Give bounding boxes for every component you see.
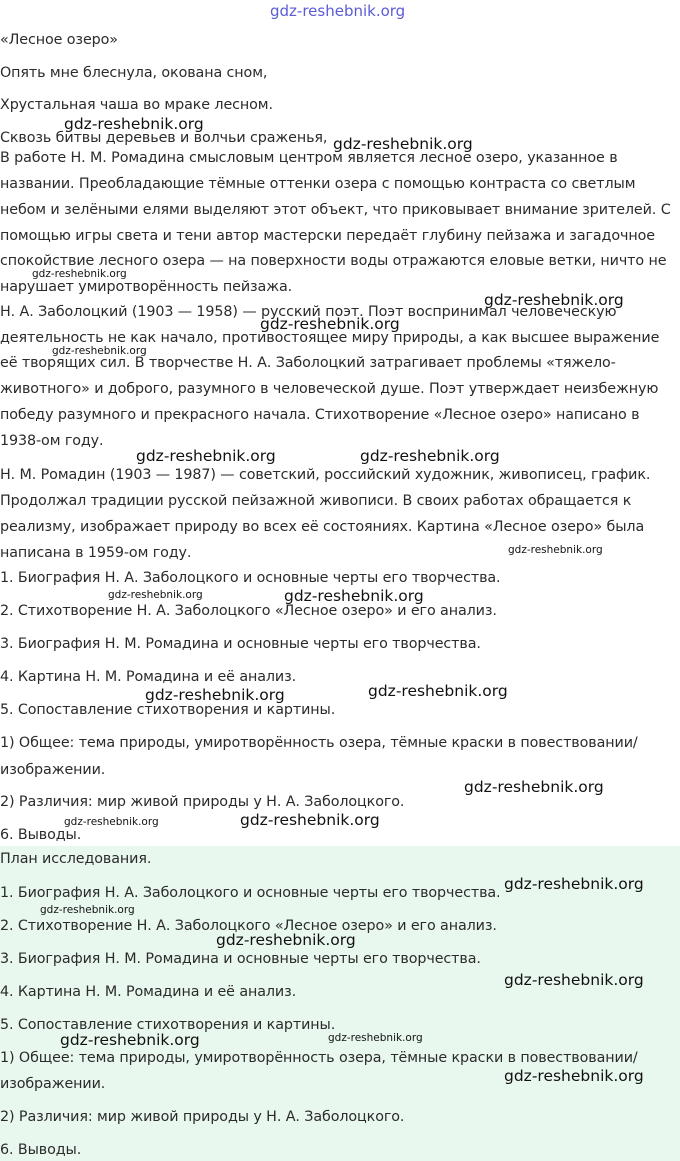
poem-line: Сквозь битвы деревьев и волчьи сраженья,	[0, 130, 328, 146]
plan-item: 3. Биография Н. М. Ромадина и основные черты его творчества.	[0, 636, 481, 652]
poem-line: Хрустальная чаша во мраке лесном.	[0, 97, 273, 113]
plan-item: 3. Биография Н. М. Ромадина и основные черты его творчества.	[0, 951, 481, 967]
zabolotsky-line: Н. А. Заболоцкий (1903 — 1958) — русский поэт. Поэт воспринимал человеческую	[0, 304, 617, 320]
analysis-line: нарушает умиротворённость пейзажа.	[0, 279, 293, 295]
watermark: gdz-reshebnik.org	[328, 1032, 423, 1044]
analysis-line: В работе Н. М. Ромадина смысловым центром является лесное озеро, указанное в	[0, 150, 618, 166]
plan-item: 5. Сопоставление стихотворения и картины.	[0, 1017, 336, 1033]
romadin-line: Н. М. Ромадин (1903 — 1987) — советский, российский художник, живописец, график.	[0, 467, 651, 483]
watermark: gdz-reshebnik.org	[60, 1031, 200, 1049]
watermark: gdz-reshebnik.org	[504, 875, 644, 893]
watermark: gdz-reshebnik.org	[32, 268, 127, 280]
zabolotsky-line: животного» и доброго, разумного в человеческой душе. Поэт утверждает неизбежную	[0, 381, 659, 397]
watermark: gdz-reshebnik.org	[52, 345, 147, 357]
zabolotsky-line: деятельность не как начало, противостоящее миру природы, а как высшее выражение	[0, 330, 660, 346]
plan-item: 6. Выводы.	[0, 1142, 82, 1158]
plan-item: 1) Общее: тема природы, умиротворённость озера, тёмные краски в повествовании/	[0, 735, 638, 751]
romadin-line: написана в 1959-ом году.	[0, 545, 192, 561]
watermark: gdz-reshebnik.org	[508, 544, 603, 556]
watermark: gdz-reshebnik.org	[333, 135, 473, 153]
analysis-line: спокойствие лесного озера — на поверхности воды отражаются еловые ветки, ничто не	[0, 253, 667, 269]
watermark: gdz-reshebnik.org	[484, 291, 624, 309]
watermark: gdz-reshebnik.org	[368, 682, 508, 700]
poem-title: «Лесное озеро»	[0, 32, 118, 48]
plan-item: 1. Биография Н. А. Заболоцкого и основные черты его творчества.	[0, 885, 501, 901]
plan-item: 4. Картина Н. М. Ромадина и её анализ.	[0, 669, 297, 685]
watermark: gdz-reshebnik.org	[108, 589, 203, 601]
watermark: gdz-reshebnik.org	[136, 447, 276, 465]
watermark: gdz-reshebnik.org	[504, 971, 644, 989]
watermark: gdz-reshebnik.org	[240, 811, 380, 829]
romadin-line: Продолжал традиции русской пейзажной живописи. В своих работах обращается к	[0, 493, 632, 509]
watermark: gdz-reshebnik.org	[464, 778, 604, 796]
plan-item: 4. Картина Н. М. Ромадина и её анализ.	[0, 984, 297, 1000]
plan-item: 6. Выводы.	[0, 827, 82, 843]
watermark: gdz-reshebnik.org	[64, 816, 159, 828]
plan-title: План исследования.	[0, 851, 152, 867]
plan-item: 1. Биография Н. А. Заболоцкого и основные черты его творчества.	[0, 570, 501, 586]
watermark: gdz-reshebnik.org	[270, 2, 406, 20]
plan-item: 2) Различия: мир живой природы у Н. А. Заболоцкого.	[0, 1109, 405, 1125]
plan-item: 2. Стихотворение Н. А. Заболоцкого «Лесное озеро» и его анализ.	[0, 918, 497, 934]
plan-item: 5. Сопоставление стихотворения и картины.	[0, 702, 336, 718]
analysis-line: помощью игры света и тени автор мастерски передаёт глубину пейзажа и загадочное	[0, 228, 655, 244]
plan-item: 2) Различия: мир живой природы у Н. А. Заболоцкого.	[0, 794, 405, 810]
zabolotsky-line: её творящих сил. В творчестве Н. А. Заболоцкий затрагивает проблемы «тяжело-	[0, 355, 616, 371]
poem-line: Опять мне блеснула, окована сном,	[0, 65, 268, 81]
watermark: gdz-reshebnik.org	[504, 1067, 644, 1085]
analysis-line: небом и зелёными елями выделяют этот объект, что приковывает внимание зрителей. С	[0, 202, 671, 218]
zabolotsky-line: победу разумного и прекрасного начала. Стихотворение «Лесное озеро» написано в	[0, 407, 640, 423]
zabolotsky-line: 1938-ом году.	[0, 433, 104, 449]
plan-item: 2. Стихотворение Н. А. Заболоцкого «Лесное озеро» и его анализ.	[0, 603, 497, 619]
watermark: gdz-reshebnik.org	[216, 931, 356, 949]
analysis-line: названии. Преобладающие тёмные оттенки озера с помощью контраста со светлым	[0, 176, 636, 192]
plan-item: изображении.	[0, 1076, 106, 1092]
plan-item: изображении.	[0, 762, 106, 778]
watermark: gdz-reshebnik.org	[260, 315, 400, 333]
plan-item: 1) Общее: тема природы, умиротворённость озера, тёмные краски в повествовании/	[0, 1050, 638, 1066]
watermark: gdz-reshebnik.org	[284, 587, 424, 605]
watermark: gdz-reshebnik.org	[145, 686, 285, 704]
romadin-line: реализму, изображает природу во всех её состояниях. Картина «Лесное озеро» была	[0, 519, 645, 535]
watermark: gdz-reshebnik.org	[64, 115, 204, 133]
watermark: gdz-reshebnik.org	[360, 447, 500, 465]
watermark: gdz-reshebnik.org	[40, 904, 135, 916]
